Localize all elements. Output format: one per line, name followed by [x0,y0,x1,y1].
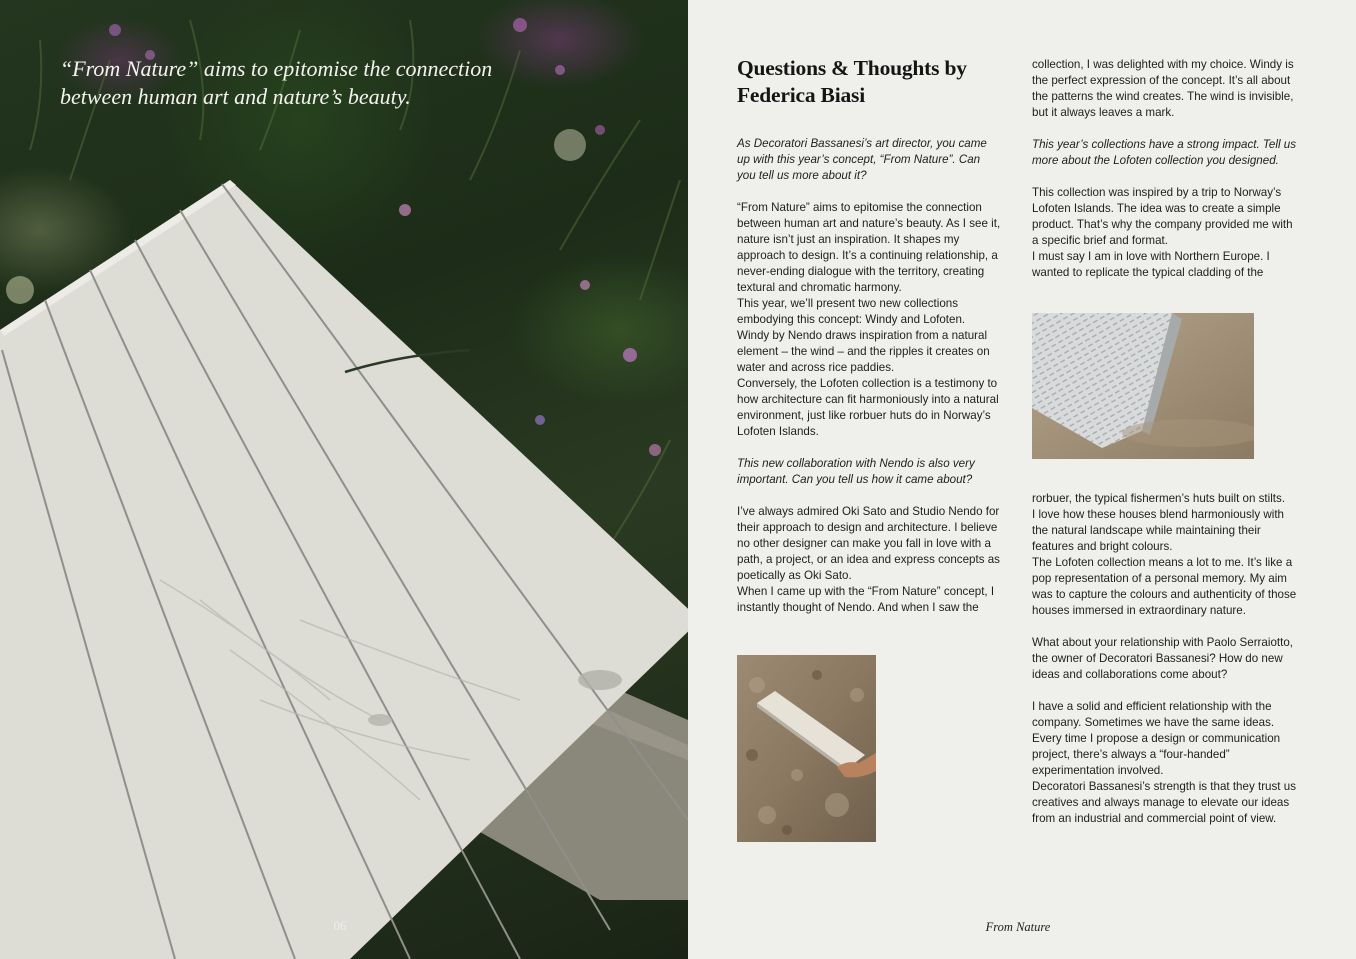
interview-question: This new collaboration with Nendo is also very important. Can you tell us how it came about? [737,457,975,486]
answer-paragraph: “From Nature” aims to epitomise the connection between human art and nature’s beauty. As I see it, nature isn’t just an inspiration. It shapes my approach to design. It’s a continuing relationship, a never-ending dialogue with the territory, creating textural and chromatic harmony. [737,201,1001,294]
right-page-article [688,0,1356,959]
article-column-2-top [1032,57,1300,281]
answer-paragraph: rorbuer, the typical fishermen’s huts built on stilts. [1032,492,1286,505]
answer-paragraph: Windy by Nendo draws inspiration from a natural element – the wind – and the ripples it creates on water and across rice paddies. [737,329,990,374]
answer-paragraph: I love how these houses blend harmoniously with the natural landscape while maintaining their features and bright colours. [1032,508,1284,553]
answer-paragraph: I’ve always admired Oki Sato and Studio Nendo for their approach to design and architecture. I believe no other designer can make you fall in love with a path, a project, or an idea and express concepts as poetically as Oki Sato. [737,505,1000,582]
figure-textured-tile-on-sand [1032,313,1254,459]
answer-paragraph: Conversely, the Lofoten collection is a testimony to how architecture can fit harmoniously into a natural environment, just like rorbuer huts do in Norway’s Lofoten Islands. [737,377,999,438]
interview-question: This year’s collections have a strong impact. Tell us more about the Lofoten collection you designed. [1032,138,1296,167]
answer-paragraph: I have a solid and efficient relationship with the company. Sometimes we have the same ideas. Every time I propose a design or communication project, there’s always a “four-handed” experimentation involved. [1032,700,1281,777]
article-column-1 [737,136,1002,616]
figure-hand-holding-tile [737,655,876,842]
answer-paragraph: collection, I was delighted with my choice. Windy is the perfect expression of the concept. It’s all about the patterns the wind creates. The wind is invisible, but it always leaves a mark. [1032,58,1294,119]
pull-quote: “From Nature” aims to epitomise the connection between human art and nature’s beauty. [60,56,493,109]
interview-question: As Decoratori Bassanesi’s art director, you came up with this year’s concept, “From Nature”. Can you tell us more about it? [737,137,987,182]
article-title: Questions & Thoughts by Federica Biasi [737,56,967,107]
answer-paragraph: When I came up with the “From Nature” concept, I instantly thought of Nendo. And when I saw the [737,585,995,614]
answer-paragraph: This year, we’ll present two new collections embodying this concept: Windy and Lofoten. [737,297,966,326]
photo-icon [1032,313,1254,459]
interview-question: What about your relationship with Paolo Serraiotto, the owner of Decoratori Bassanesi? How do new ideas and collaborations come about? [1032,636,1294,681]
answer-paragraph: The Lofoten collection means a lot to me. It’s like a pop representation of a personal memory. My aim was to capture the colours and authenticity of those houses immersed in extraordinary nature. [1032,556,1297,617]
running-footer: From Nature [985,920,1051,934]
photo-icon [737,655,876,842]
answer-paragraph: This collection was inspired by a trip to Norway’s Lofoten Islands. The idea was to create a simple product. That’s why the company provided me with a specific brief and format. [1032,186,1293,247]
answer-paragraph: I must say I am in love with Northern Europe. I wanted to replicate the typical cladding of the [1032,250,1270,279]
article-column-2-bottom [1032,491,1300,827]
answer-paragraph: Decoratori Bassanesi’s strength is that they trust us creatives and always manage to elevate our ideas from an industrial and commercial point of view. [1032,780,1296,825]
page-number: 06 [333,918,347,933]
